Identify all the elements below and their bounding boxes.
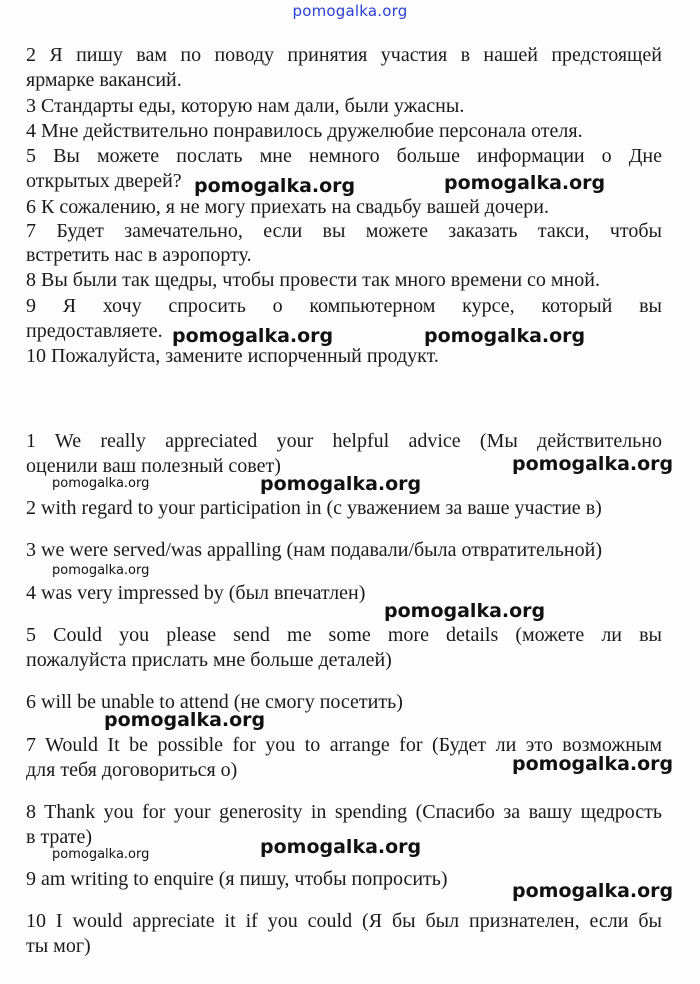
- ru-line: предоставляете.: [26, 320, 163, 342]
- en-line: пожалуйста прислать мне больше деталей): [26, 649, 392, 671]
- watermark: pomogalka.org: [52, 563, 150, 578]
- en-line: 6 will be unable to attend (не смогу посетить): [26, 691, 403, 713]
- watermark: pomogalka.org: [52, 847, 150, 862]
- watermark: pomogalka.org: [172, 325, 334, 347]
- watermark: pomogalka.org: [52, 476, 150, 491]
- en-line: 7 Would It be possible for you to arrange for (Будет ли это возможным: [26, 734, 662, 756]
- watermark: pomogalka.org: [384, 600, 546, 622]
- en-line: 4 was very impressed by (был впечатлен): [26, 582, 366, 604]
- ru-line: 6 К сожалению, я не могу приехать на свадьбу вашей дочери.: [26, 196, 549, 218]
- en-line: в трате): [26, 826, 93, 848]
- ru-line: 5 Вы можете послать мне немного больше информации о Дне: [26, 145, 662, 167]
- watermark: pomogalka.org: [260, 836, 422, 858]
- ru-line: 7 Будет замечательно, если вы можете заказать такси, чтобы: [26, 220, 662, 242]
- ru-line: 3 Стандарты еды, которую нам дали, были ужасны.: [26, 95, 465, 117]
- watermark: pomogalka.org: [260, 473, 422, 495]
- en-line: 8 Thank you for your generosity in spending (Спасибо за вашу щедрость: [26, 801, 662, 823]
- ru-line: 10 Пожалуйста, замените испорченный продукт.: [26, 345, 439, 367]
- ru-line: 8 Вы были так щедры, чтобы провести так много времени со мной.: [26, 269, 600, 291]
- ru-line: 2 Я пишу вам по поводу принятия участия в нашей предстоящей: [26, 44, 662, 66]
- ru-line: встретить нас в аэропорту.: [26, 244, 252, 266]
- watermark: pomogalka.org: [512, 753, 674, 775]
- en-line: 3 we were served/was appalling (нам подавали/была отвратительной): [26, 539, 602, 561]
- ru-line: 4 Мне действительно понравилось дружелюбие персонала отеля.: [26, 120, 583, 142]
- ru-line: 9 Я хочу спросить о компьютерном курсе, который вы: [26, 295, 662, 317]
- watermark: pomogalka.org: [512, 880, 674, 902]
- watermark: pomogalka.org: [424, 325, 586, 347]
- en-line: для тебя договориться о): [26, 759, 238, 781]
- watermark: pomogalka.org: [194, 175, 356, 197]
- en-line: оценили ваш полезный совет): [26, 455, 281, 477]
- en-line: 2 with regard to your participation in (с уважением за ваше участие в): [26, 497, 602, 519]
- en-line: 5 Could you please send me some more details (можете ли вы: [26, 624, 662, 646]
- ru-line: открытых дверей?: [26, 170, 182, 192]
- watermark: pomogalka.org: [512, 453, 674, 475]
- en-line: 9 am writing to enquire (я пишу, чтобы попросить): [26, 868, 448, 890]
- site-header-watermark: pomogalka.org: [292, 2, 408, 20]
- en-line: 1 We really appreciated your helpful advice (Мы действительно: [26, 430, 662, 452]
- ru-line: ярмарке вакансий.: [26, 69, 182, 91]
- watermark: pomogalka.org: [104, 709, 266, 731]
- en-line: 10 I would appreciate it if you could (Я бы был признателен, если бы: [26, 910, 662, 932]
- watermark: pomogalka.org: [444, 172, 606, 194]
- en-line: ты мог): [26, 935, 91, 957]
